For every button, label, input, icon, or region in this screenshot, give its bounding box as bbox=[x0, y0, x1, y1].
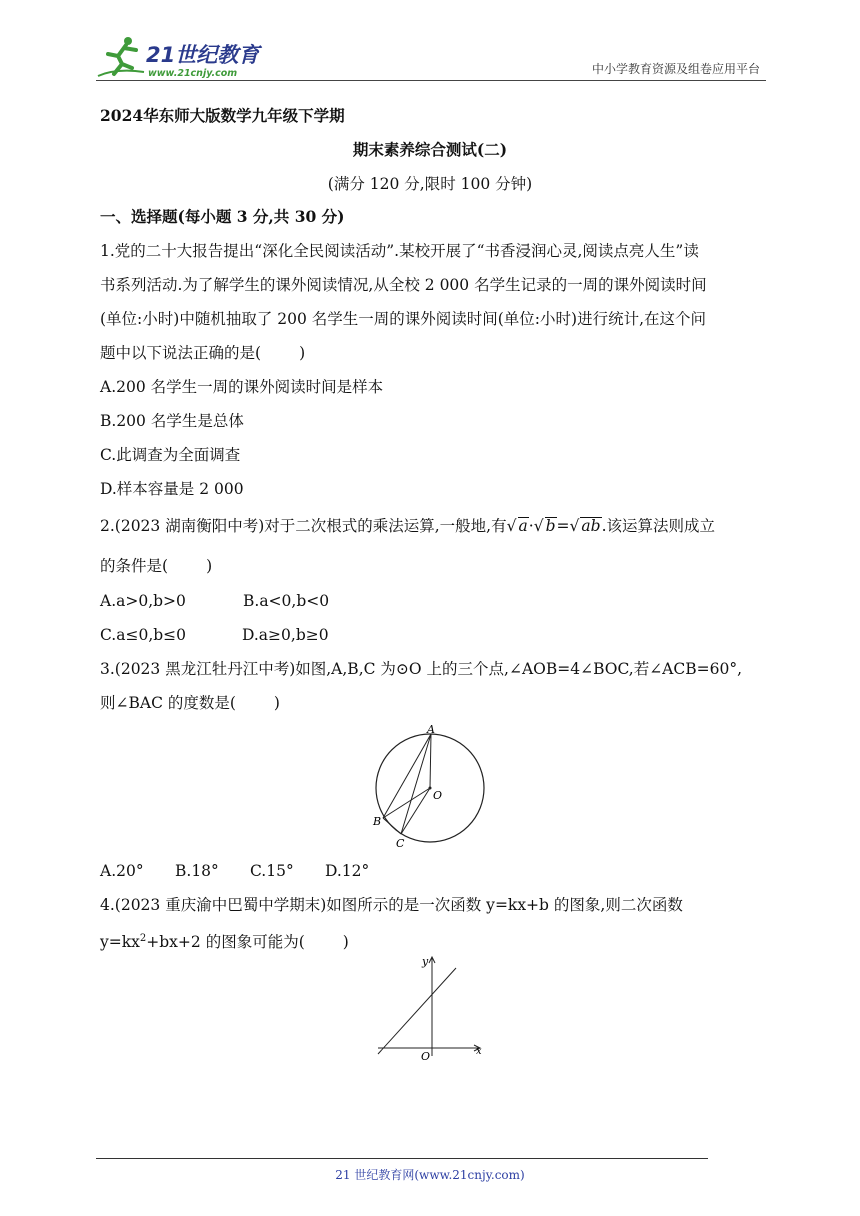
q2-option-c: C.a≤0,b≤0 bbox=[100, 626, 187, 644]
doc-title-line: 2024华东师大版数学九年级下学期 bbox=[100, 106, 345, 125]
q2-close-paren: ) bbox=[206, 557, 213, 575]
q3-circle-figure bbox=[368, 722, 492, 852]
equals-sign: = bbox=[556, 517, 570, 535]
logo-subtext: www.21cnjy.com bbox=[148, 68, 238, 79]
q3-option-a: A.20° bbox=[100, 862, 144, 880]
q3-option-b: B.18° bbox=[175, 862, 219, 880]
q4-stem-end: +bx+2 的图象可能为( bbox=[146, 933, 305, 952]
q2-stem-prefix: 2.(2023 湖南衡阳中考)对于二次根式的乘法运算,一般地,有 bbox=[100, 517, 507, 535]
segment-ao bbox=[430, 734, 431, 788]
label-c: C bbox=[396, 837, 405, 850]
q3-option-c: C.15° bbox=[250, 862, 294, 880]
label-x: x bbox=[476, 1046, 482, 1057]
label-y: y bbox=[422, 955, 429, 968]
radical-sign: √ bbox=[506, 517, 517, 535]
page-header bbox=[96, 30, 766, 82]
header-platform-text: 中小学教育资源及组卷应用平台 bbox=[591, 62, 760, 76]
label-b: B bbox=[373, 815, 382, 828]
footer-text: 21 世纪教育网(www.21cnjy.com) bbox=[335, 1168, 525, 1182]
q2-stem-end: 的条件是( bbox=[100, 557, 169, 575]
runner-icon bbox=[98, 37, 144, 76]
q4-line-2 bbox=[100, 929, 349, 952]
section-heading-choice: 一、选择题(每小题 3 分,共 30 分) bbox=[100, 207, 345, 226]
q3-option-d: D.12° bbox=[325, 862, 370, 880]
q3-line-1: 3.(2023 黑龙江牡丹江中考)如图,A,B,C 为⊙O 上的三个点,∠AOB=4∠BOC,若∠ACB=60°, bbox=[100, 660, 743, 678]
q2-option-d: D.a≥0,b≥0 bbox=[242, 626, 329, 644]
q3-stem-end: 则∠BAC 的度数是( bbox=[100, 694, 236, 712]
q1-stem-end: 题中以下说法正确的是( bbox=[100, 344, 262, 362]
line-y-kx-b bbox=[378, 968, 456, 1054]
q4-line-1: 4.(2023 重庆渝中巴蜀中学期末)如图所示的是一次函数 y=kx+b 的图象,则二次函数 bbox=[100, 896, 683, 914]
center-point bbox=[429, 787, 432, 790]
exam-meta: (满分 120 分,限时 100 分钟) bbox=[327, 175, 533, 193]
q1-line-2: 书系列活动.为了解学生的课外阅读情况,从全校 2 000 名学生记录的一周的课外阅读时间 bbox=[100, 276, 707, 294]
segment-ob bbox=[383, 788, 430, 818]
q2-option-b: B.a<0,b<0 bbox=[243, 592, 330, 610]
sqrt-ab: ab bbox=[581, 517, 601, 535]
q1-option-c: C.此调查为全面调查 bbox=[100, 446, 241, 464]
q1-option-b: B.200 名学生是总体 bbox=[100, 412, 244, 430]
label-origin: O bbox=[421, 1050, 431, 1063]
segment-bc bbox=[383, 818, 401, 834]
multiply-dot: · bbox=[528, 517, 534, 535]
segment-ac bbox=[401, 734, 431, 834]
exam-title: 期末素养综合测试(二) bbox=[352, 140, 508, 159]
q4-close-paren: ) bbox=[342, 933, 349, 952]
q4-func-pre: y=kx bbox=[100, 933, 140, 952]
q2-option-a: A.a>0,b>0 bbox=[100, 592, 186, 610]
q1-line-4 bbox=[100, 343, 305, 363]
label-o: O bbox=[433, 789, 443, 802]
footer-divider bbox=[96, 1158, 708, 1159]
radical-sign: √ bbox=[533, 517, 544, 535]
logo-text: 21世纪教育 bbox=[146, 43, 260, 67]
segment-ab bbox=[383, 734, 431, 818]
q1-option-a: A.200 名学生一周的课外阅读时间是样本 bbox=[100, 378, 384, 396]
sqrt-a: a bbox=[518, 517, 528, 535]
header-divider bbox=[96, 80, 766, 81]
label-a: A bbox=[427, 723, 435, 736]
logo bbox=[96, 34, 266, 80]
q1-option-d: D.样本容量是 2 000 bbox=[100, 480, 244, 498]
radical-sign: √ bbox=[569, 517, 580, 535]
q1-line-3: (单位:小时)中随机抽取了 200 名学生一周的课外阅读时间(单位:小时)进行统计,在这个问 bbox=[100, 310, 707, 328]
q2-line-1 bbox=[100, 516, 715, 536]
q3-close-paren: ) bbox=[273, 694, 280, 712]
q1-line-1: 1.党的二十大报告提出“深化全民阅读活动”.某校开展了“书香浸润心灵,阅读点亮人生”读 bbox=[100, 242, 699, 260]
segment-oc bbox=[401, 788, 430, 834]
q3-line-2 bbox=[100, 693, 280, 713]
q2-stem-suffix: .该运算法则成立 bbox=[601, 517, 716, 535]
exponent: 2 bbox=[139, 933, 147, 944]
q1-close-paren: ) bbox=[299, 344, 306, 362]
sqrt-b: b bbox=[545, 517, 556, 535]
q2-line-2 bbox=[100, 556, 212, 576]
q4-linear-graph bbox=[370, 952, 490, 1064]
